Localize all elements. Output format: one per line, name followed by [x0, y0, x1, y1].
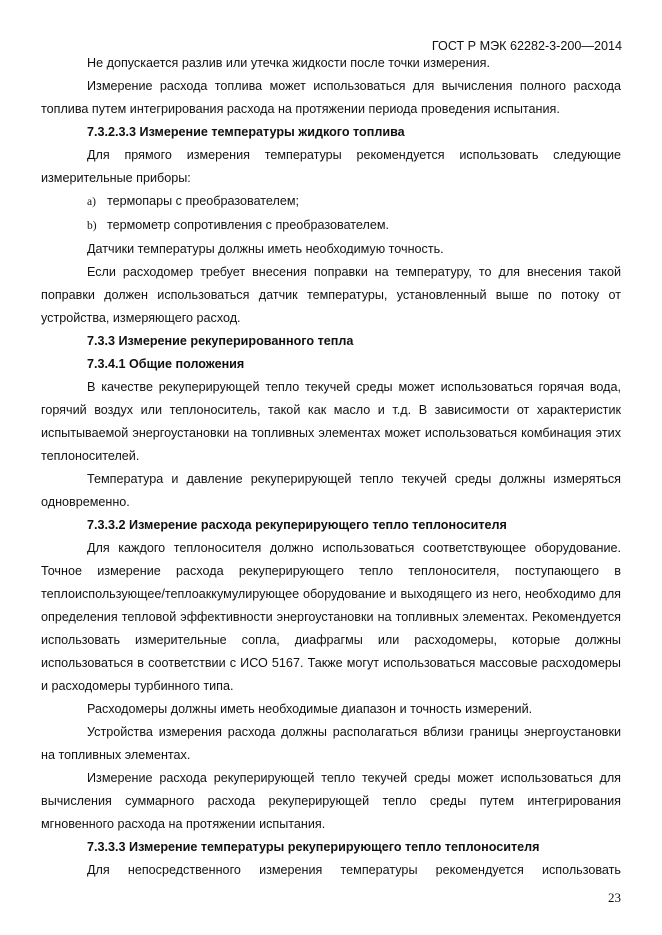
section-heading: 7.3.3.2 Измерение расхода рекуперирующего тепло теплоносителя — [87, 518, 507, 532]
list-item — [41, 214, 621, 238]
paragraph: Для прямого измерения температуры рекомендуется использовать следующие измерительные приборы: — [41, 148, 621, 185]
paragraph: Измерение расхода топлива может использоваться для вычисления полного расхода топлива путем интегрирования расхода на протяжении периода проведения испытания. — [41, 79, 621, 116]
section-heading: 7.3.2.3.3 Измерение температуры жидкого топлива — [87, 125, 405, 139]
paragraph: Если расходомер требует внесения поправки на температуру, то для внесения такой поправки должен использоваться датчик температуры, установленный выше по потоку от устройства, измеряющего расход. — [41, 265, 621, 325]
paragraph: Устройства измерения расхода должны располагаться вблизи границы энергоустановки на топливных элементах. — [41, 725, 621, 762]
list-item-text: термометр сопротивления с преобразователем. — [107, 218, 390, 232]
paragraph: Не допускается разлив или утечка жидкости после точки измерения. — [87, 56, 490, 70]
paragraph-continued: Для непосредственного измерения температуры рекомендуется использовать — [87, 863, 621, 877]
list-marker: a) — [87, 196, 96, 208]
page-number: 23 — [608, 890, 621, 905]
standard-header: ГОСТ Р МЭК 62282-3-200—2014 — [431, 39, 622, 53]
paragraph: Измерение расхода рекуперирующей тепло текучей среды может использоваться для вычисления суммарного расхода рекуперирующей тепло среды путем интегрирования мгновенного расхода на протяжении испытания. — [41, 771, 621, 831]
document-body — [41, 52, 621, 882]
paragraph: В качестве рекуперирующей тепло текучей среды может использоваться горячая вода, горячий воздух или теплоноситель, такой как масло и т.д. В зависимости от характеристик испытываемой энергоустановки на топливных элементах может использоваться комбинация этих теплоносителей. — [41, 380, 621, 463]
list-marker: b) — [87, 220, 97, 232]
section-heading: 7.3.4.1 Общие положения — [87, 357, 245, 371]
section-heading: 7.3.3 Измерение рекуперированного тепла — [87, 334, 354, 348]
paragraph: Для каждого теплоносителя должно использоваться соответствующее оборудование. Точное измерение расхода рекуперирующего тепло теплоносителя, поступающего в теплоиспользующее/теплоаккумулирующее оборудование и выходящего из него, необходимо для определения тепловой эффективности энергоустановки на топливных элементах. Рекомендуется использовать измерительные сопла, диафрагмы или расходомеры, которые должны использоваться в соответствии с ИСО 5167. Также могут использоваться массовые расходомеры и расходомеры турбинного типа. — [41, 541, 621, 693]
list-item-text: термопары с преобразователем; — [107, 194, 300, 208]
paragraph: Температура и давление рекуперирующей тепло текучей среды должны измеряться одновременно. — [41, 472, 621, 509]
paragraph: Датчики температуры должны иметь необходимую точность. — [87, 242, 444, 256]
list-item — [41, 190, 621, 214]
section-heading: 7.3.3.3 Измерение температуры рекуперирующего тепло теплоносителя — [87, 840, 540, 854]
paragraph: Расходомеры должны иметь необходимые диапазон и точность измерений. — [87, 702, 533, 716]
